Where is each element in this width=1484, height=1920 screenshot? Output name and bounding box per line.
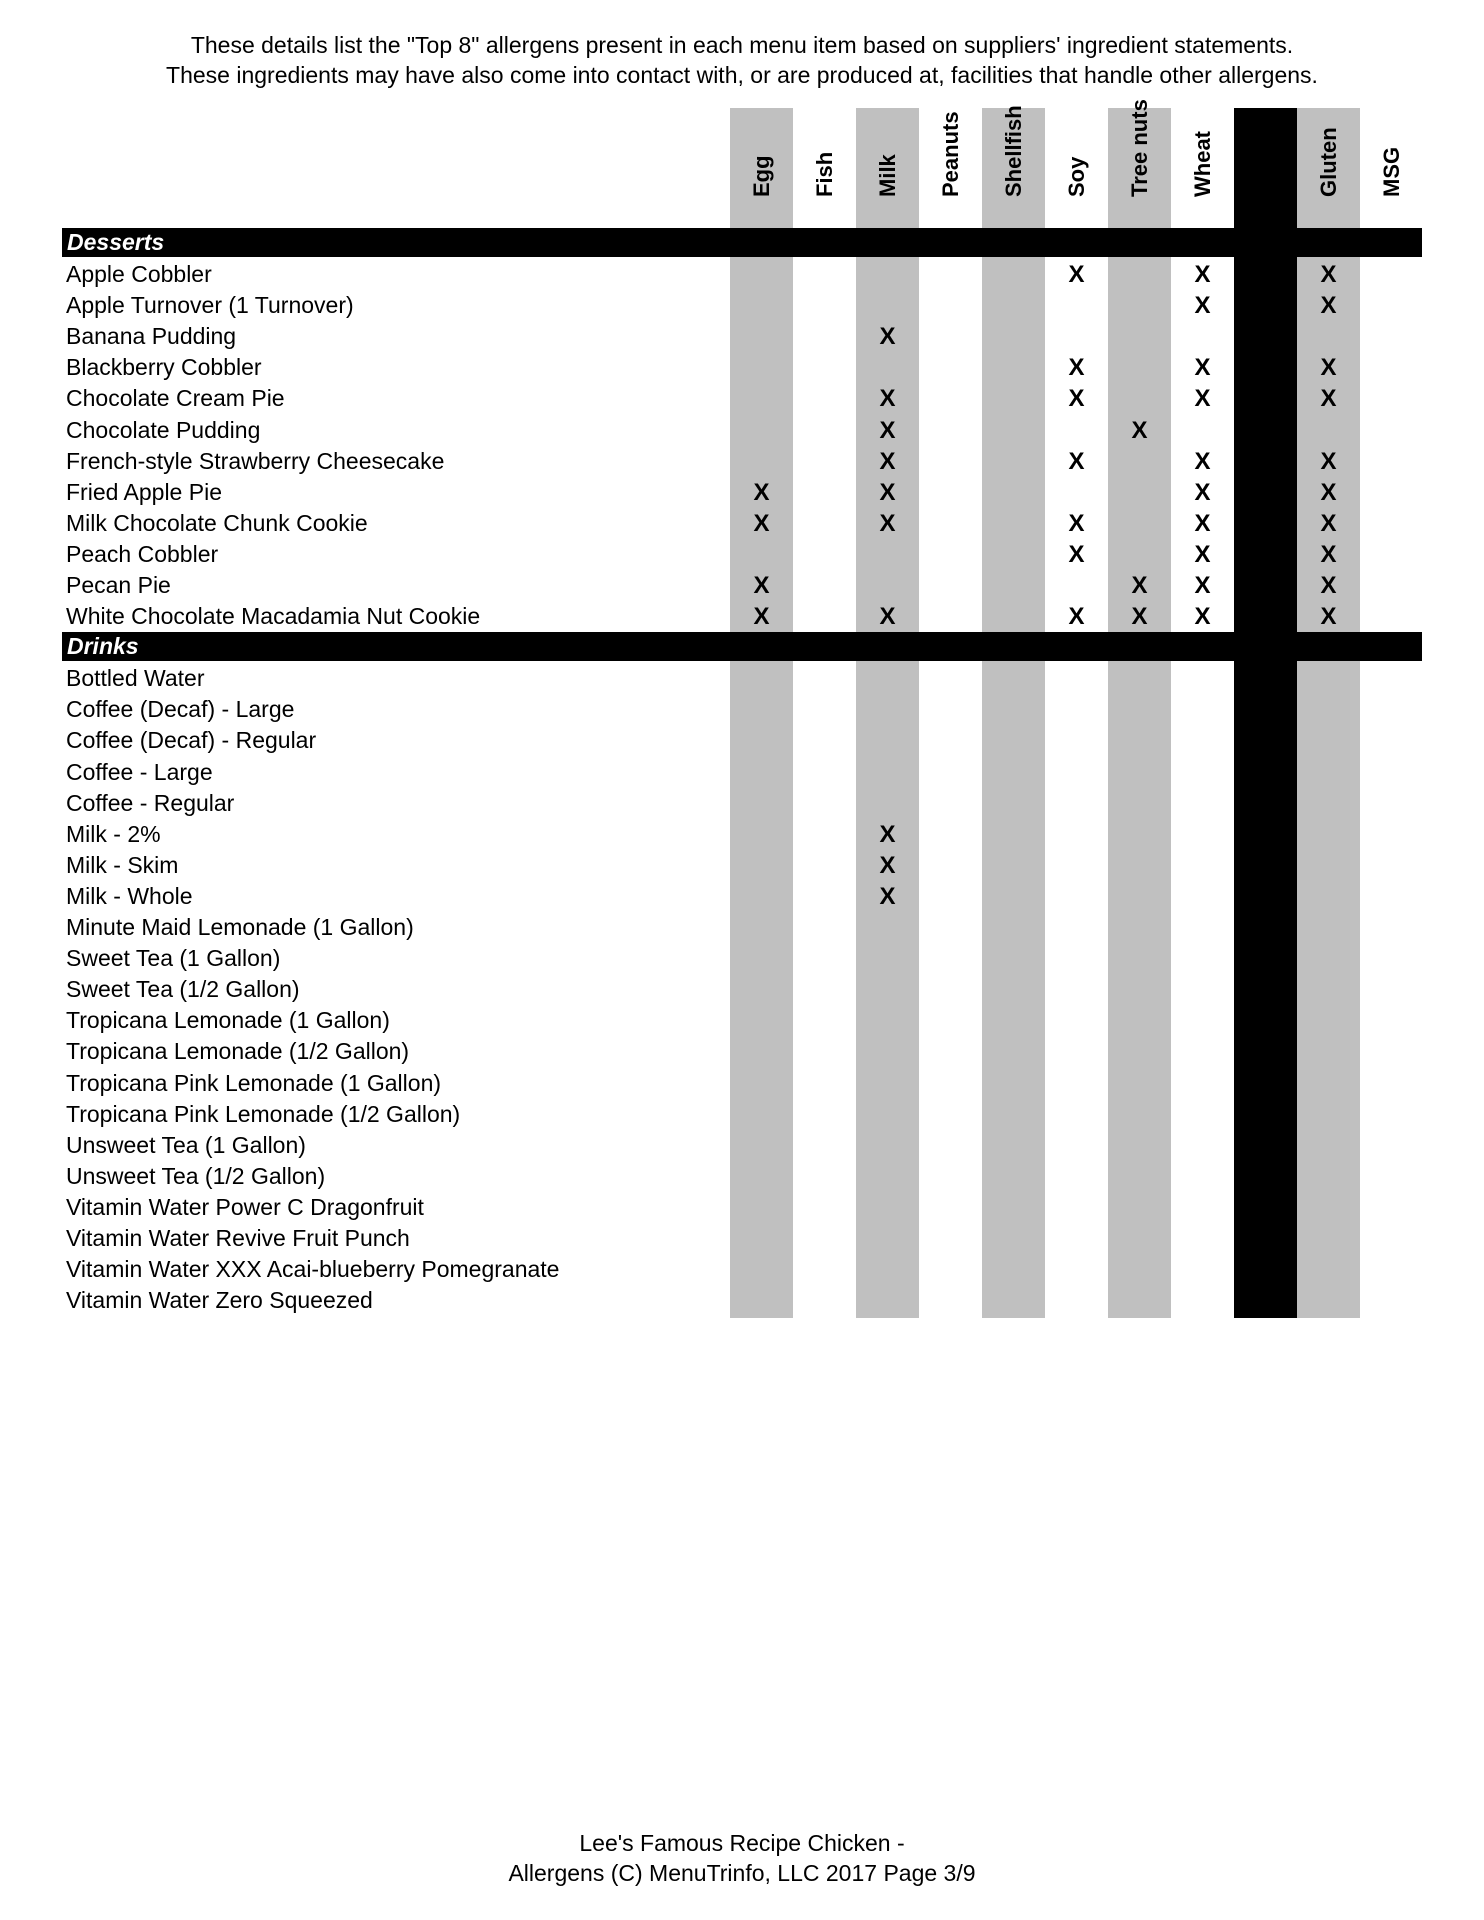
menu-item-name: Coffee - Regular bbox=[66, 789, 235, 816]
menu-item-name: Milk - Skim bbox=[66, 851, 179, 878]
menu-item-name: Banana Pudding bbox=[66, 323, 237, 350]
column-header-milk bbox=[856, 108, 919, 227]
menu-item-name: Unsweet Tea (1/2 Gallon) bbox=[66, 1162, 326, 1189]
allergen-mark-wheat: X bbox=[1194, 603, 1211, 631]
table-row bbox=[62, 1068, 1422, 1099]
column-header-label: Soy bbox=[1063, 156, 1089, 197]
allergen-mark-gluten: X bbox=[1320, 509, 1337, 537]
column-header-label: Gluten bbox=[1315, 127, 1341, 197]
allergen-mark-gluten: X bbox=[1320, 385, 1337, 413]
table-row bbox=[62, 1036, 1422, 1067]
allergen-mark-soy: X bbox=[1068, 603, 1085, 631]
allergen-mark-wheat: X bbox=[1194, 385, 1211, 413]
allergen-mark-milk: X bbox=[879, 416, 896, 444]
allergen-mark-milk: X bbox=[879, 323, 896, 351]
allergen-mark-wheat: X bbox=[1194, 261, 1211, 288]
allergen-mark-milk: X bbox=[879, 447, 896, 475]
allergen-mark-wheat: X bbox=[1194, 478, 1211, 506]
table-row bbox=[62, 415, 1422, 446]
menu-item-name: Apple Cobbler bbox=[66, 261, 212, 287]
allergen-mark-milk: X bbox=[879, 820, 896, 848]
menu-item-name: Tropicana Pink Lemonade (1/2 Gallon) bbox=[66, 1100, 461, 1127]
table-row bbox=[62, 601, 1422, 632]
menu-item-name: Unsweet Tea (1 Gallon) bbox=[66, 1131, 306, 1158]
column-header-label: Wheat bbox=[1189, 131, 1215, 197]
allergen-mark-milk: X bbox=[879, 478, 896, 506]
column-header-soy bbox=[1045, 108, 1108, 227]
menu-item-name: Minute Maid Lemonade (1 Gallon) bbox=[66, 914, 414, 940]
allergen-mark-treenuts: X bbox=[1131, 603, 1148, 631]
allergen-mark-milk: X bbox=[879, 603, 896, 631]
allergen-mark-egg: X bbox=[753, 572, 770, 599]
table-row bbox=[62, 1161, 1422, 1192]
allergen-mark-gluten: X bbox=[1320, 261, 1337, 288]
table-row bbox=[62, 974, 1422, 1005]
table-row bbox=[62, 694, 1422, 725]
table-row bbox=[62, 663, 1422, 694]
menu-item-name: Peach Cobbler bbox=[66, 540, 219, 567]
column-header-peanuts bbox=[919, 108, 982, 227]
table-row bbox=[62, 539, 1422, 570]
intro-text bbox=[0, 30, 1484, 90]
intro-line-2: These ingredients may have also come into contact with, or are produced at, facilities that handle other allergens. bbox=[166, 62, 1318, 88]
allergen-mark-wheat: X bbox=[1194, 572, 1211, 599]
menu-item-name: Chocolate Pudding bbox=[66, 416, 261, 443]
menu-item-name: Vitamin Water XXX Acai-blueberry Pomegranate bbox=[66, 1256, 560, 1283]
menu-item-name: Milk - 2% bbox=[66, 820, 161, 847]
table-row bbox=[62, 477, 1422, 508]
menu-item-name: Tropicana Lemonade (1/2 Gallon) bbox=[66, 1038, 410, 1065]
menu-item-name: Tropicana Lemonade (1 Gallon) bbox=[66, 1007, 390, 1034]
footer-line-2: Allergens (C) MenuTrinfo, LLC 2017 Page 3/9 bbox=[508, 1860, 976, 1886]
allergen-mark-soy: X bbox=[1068, 261, 1085, 288]
allergen-mark-milk: X bbox=[879, 509, 896, 537]
allergen-mark-gluten: X bbox=[1320, 603, 1337, 631]
table-row bbox=[62, 1254, 1422, 1285]
menu-item-name: Fried Apple Pie bbox=[66, 478, 222, 505]
column-header-msg bbox=[1360, 108, 1423, 227]
menu-item-name: Sweet Tea (1 Gallon) bbox=[66, 945, 281, 972]
allergen-mark-treenuts: X bbox=[1131, 572, 1148, 599]
allergen-mark-gluten: X bbox=[1320, 447, 1337, 475]
column-header-label: Tree nuts bbox=[1126, 99, 1152, 197]
table-row bbox=[62, 881, 1422, 912]
allergen-mark-milk: X bbox=[879, 882, 896, 910]
column-header-separator bbox=[1234, 108, 1297, 227]
table-row bbox=[62, 725, 1422, 756]
table-row bbox=[62, 1099, 1422, 1130]
column-header-label: Milk bbox=[874, 154, 900, 197]
allergen-mark-gluten: X bbox=[1320, 478, 1337, 506]
menu-item-name: Milk - Whole bbox=[66, 882, 193, 909]
table-row bbox=[62, 508, 1422, 539]
intro-line-1: These details list the "Top 8" allergens present in each menu item based on suppliers' ingredient statements. bbox=[190, 32, 1294, 58]
column-header-wheat bbox=[1171, 108, 1234, 227]
column-header-treenuts bbox=[1108, 99, 1171, 227]
table-row bbox=[62, 757, 1422, 788]
table-row bbox=[62, 819, 1422, 850]
column-header-fish bbox=[793, 108, 856, 227]
allergen-mark-egg: X bbox=[753, 478, 770, 506]
table-row bbox=[62, 1005, 1422, 1036]
footer-line-1: Lee's Famous Recipe Chicken - bbox=[579, 1830, 905, 1856]
section-title: Desserts bbox=[67, 229, 165, 255]
table-row bbox=[62, 259, 1422, 290]
menu-item-name: Vitamin Water Revive Fruit Punch bbox=[66, 1225, 410, 1251]
allergen-mark-gluten: X bbox=[1320, 572, 1337, 599]
menu-item-name: Sweet Tea (1/2 Gallon) bbox=[66, 976, 300, 1003]
column-header-label: Fish bbox=[811, 151, 837, 197]
section-title: Drinks bbox=[67, 633, 139, 660]
allergen-mark-soy: X bbox=[1068, 509, 1085, 537]
table-row bbox=[62, 290, 1422, 321]
allergen-mark-wheat: X bbox=[1194, 509, 1211, 537]
table-row bbox=[62, 570, 1422, 601]
menu-item-name: Bottled Water bbox=[66, 665, 205, 692]
allergen-mark-milk: X bbox=[879, 851, 896, 879]
menu-item-name: Blackberry Cobbler bbox=[66, 354, 262, 381]
table-row bbox=[62, 912, 1422, 943]
menu-item-name: Chocolate Cream Pie bbox=[66, 385, 285, 412]
table-row bbox=[62, 1130, 1422, 1161]
menu-item-name: French-style Strawberry Cheesecake bbox=[66, 447, 445, 474]
column-header-egg bbox=[730, 108, 793, 227]
column-header-label: MSG bbox=[1378, 146, 1404, 197]
menu-item-name: Milk Chocolate Chunk Cookie bbox=[66, 509, 368, 536]
menu-item-name: Apple Turnover (1 Turnover) bbox=[66, 292, 354, 319]
allergen-mark-egg: X bbox=[753, 603, 770, 631]
page-footer bbox=[0, 1828, 1484, 1888]
column-header-shellfish bbox=[982, 105, 1045, 227]
allergen-mark-egg: X bbox=[753, 509, 770, 537]
allergen-mark-wheat: X bbox=[1194, 292, 1211, 320]
menu-item-name: Coffee - Large bbox=[66, 758, 213, 785]
table-row bbox=[62, 1223, 1422, 1254]
menu-item-name: Vitamin Water Power C Dragonfruit bbox=[66, 1193, 424, 1220]
allergen-mark-gluten: X bbox=[1320, 354, 1337, 382]
allergen-mark-gluten: X bbox=[1320, 292, 1337, 320]
allergen-mark-soy: X bbox=[1068, 385, 1085, 413]
menu-item-name: White Chocolate Macadamia Nut Cookie bbox=[66, 603, 481, 630]
column-header-label: Peanuts bbox=[937, 111, 963, 197]
table-row bbox=[62, 446, 1422, 477]
menu-item-name: Pecan Pie bbox=[66, 572, 171, 598]
table-row bbox=[62, 321, 1422, 352]
table-row bbox=[62, 352, 1422, 383]
column-header-label: Shellfish bbox=[1000, 105, 1026, 197]
menu-item-name: Tropicana Pink Lemonade (1 Gallon) bbox=[66, 1069, 442, 1096]
column-header-label: Egg bbox=[748, 155, 774, 197]
allergen-mark-wheat: X bbox=[1194, 354, 1211, 382]
allergen-mark-milk: X bbox=[879, 385, 896, 413]
table-row bbox=[62, 850, 1422, 881]
allergen-mark-soy: X bbox=[1068, 447, 1085, 475]
table-row bbox=[62, 788, 1422, 819]
section-header-drinks bbox=[62, 632, 1422, 661]
allergen-mark-wheat: X bbox=[1194, 447, 1211, 475]
table-row bbox=[62, 943, 1422, 974]
table-row bbox=[62, 1192, 1422, 1223]
menu-item-name: Vitamin Water Zero Squeezed bbox=[66, 1287, 373, 1314]
allergen-mark-gluten: X bbox=[1320, 540, 1337, 568]
table-row bbox=[62, 1285, 1422, 1316]
section-header-desserts bbox=[62, 228, 1422, 257]
allergen-mark-treenuts: X bbox=[1131, 416, 1148, 444]
column-header-gluten bbox=[1297, 108, 1360, 227]
table-row bbox=[62, 383, 1422, 414]
menu-item-name: Coffee (Decaf) - Large bbox=[66, 696, 295, 723]
menu-item-name: Coffee (Decaf) - Regular bbox=[66, 727, 317, 754]
allergen-mark-wheat: X bbox=[1194, 540, 1211, 568]
allergen-mark-soy: X bbox=[1068, 540, 1085, 568]
allergen-mark-soy: X bbox=[1068, 354, 1085, 382]
